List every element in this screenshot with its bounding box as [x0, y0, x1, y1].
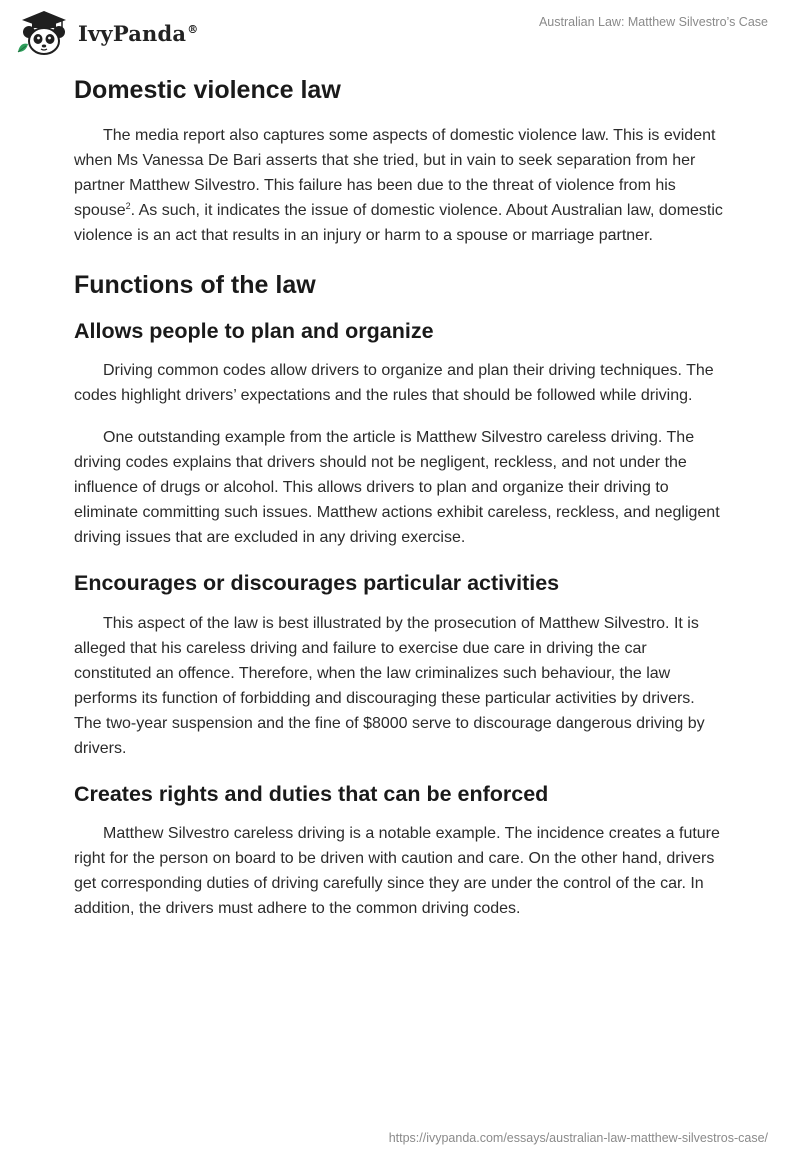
heading-encourages-discourages: Encourages or discourages particular activities	[74, 571, 560, 595]
paragraph-plan-1: Driving common codes allow drivers to organize and plan their driving techniques. The codes highlight drivers’ expectations and the rules that should be followed while driving.	[74, 362, 714, 404]
heading-domestic-violence-law: Domestic violence law	[74, 76, 341, 104]
essay-content	[74, 70, 724, 921]
logo-wordmark: IvyPanda®	[78, 20, 199, 46]
source-url[interactable]: https://ivypanda.com/essays/australian-law-matthew-silvestros-case/	[388, 1131, 768, 1145]
paragraph-domestic-violence: The media report also captures some aspects of domestic violence law. This is evident when Ms Vanessa De Bari asserts that she tried, but in vain to seek separation from her partner Matthew Silvestro. This failure has been due to the threat of violence from his spouse$^2$. As such, it indicates the issue of domestic violence. About Australian law, domestic violence is an act that results in an injury or harm to a spouse or marriage partner.	[74, 127, 723, 244]
heading-functions-of-the-law: Functions of the law	[74, 271, 316, 299]
paragraph-plan-2: One outstanding example from the article is Matthew Silvestro careless driving. The driving codes explains that drivers should not be negligent, reckless, and not under the influence of drugs or alcohol. This allows drivers to plan and organize their driving to eliminate committing such issues. Matthew actions exhibit careless, reckless, and negligent driving issues that are excluded in any driving exercise.	[74, 429, 720, 546]
heading-plan-organize: Allows people to plan and organize	[74, 319, 434, 343]
paragraph-encourage-1: This aspect of the law is best illustrated by the prosecution of Matthew Silvestro. It is alleged that his careless driving and failure to exercise due care in driving the car constituted an offence. Therefore, when the law criminalizes such behaviour, the law performs its function of forbidding and discouraging these particular activities by drivers. The two-year suspension and the fine of $8000 serve to discourage dangerous driving by drivers.	[74, 615, 705, 757]
page-header	[0, 0, 800, 70]
panda-graduate-icon	[14, 8, 72, 58]
paragraph-rights-1: Matthew Silvestro careless driving is a notable example. The incidence creates a future right for the person on board to be driven with caution and care. On the other hand, drivers get corresponding duties of driving carefully since they are under the control of the car. In addition, the drivers must adhere to the common driving codes.	[74, 825, 720, 917]
running-title: Australian Law: Matthew Silvestro’s Case	[538, 15, 768, 29]
heading-rights-duties: Creates rights and duties that can be enforced	[74, 782, 549, 806]
footnote-ref[interactable]: 2	[125, 201, 131, 211]
ivypanda-logo[interactable]	[14, 8, 198, 58]
